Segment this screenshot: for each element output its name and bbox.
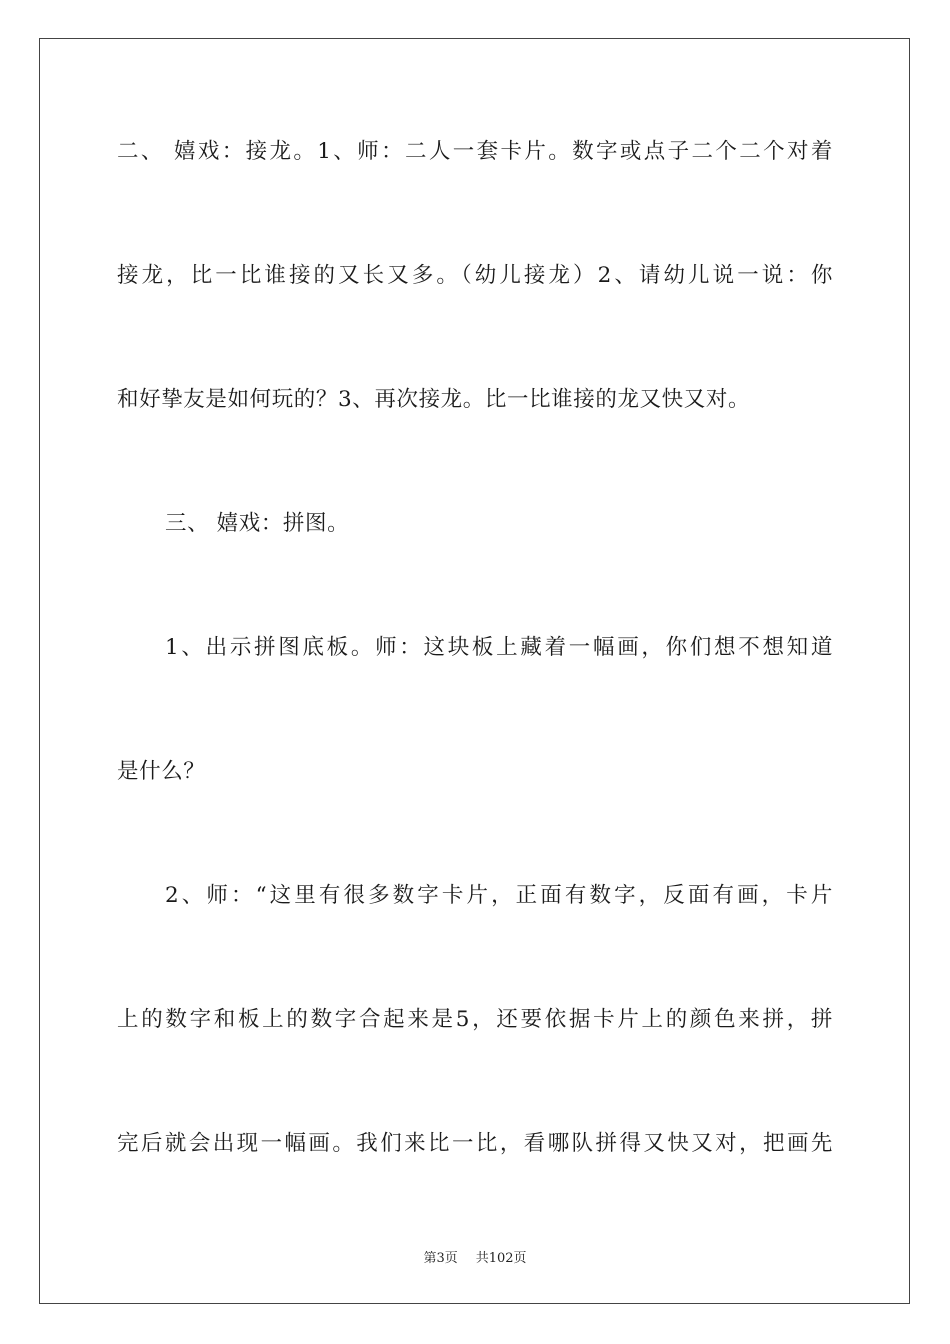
page-number-total: 共102页 [475,1251,527,1266]
paragraph-line: 和好挚友是如何玩的？3、再次接龙。比一比谁接的龙又快又对。 [117,387,751,412]
paragraph-line: 完后就会出现一幅画。我们来比一比，看哪队拼得又快又对，把画先 [117,1131,833,1156]
page-footer [0,1247,950,1266]
section-heading: 三、 嬉戏：拼图。 [165,511,350,536]
page-number-current: 第3页 [423,1251,458,1266]
paragraph-line: 接龙，比一比谁接的又长又多。（幼儿接龙）2、请幼儿说一说：你 [117,263,833,288]
paragraph-line: 二、 嬉戏：接龙。1、师：二人一套卡片。数字或点子二个二个对着 [117,139,833,164]
page-border [39,38,910,1304]
paragraph-line: 上的数字和板上的数字合起来是5，还要依据卡片上的颜色来拼，拼 [117,1007,833,1032]
paragraph-line: 是什么？ [117,759,206,784]
paragraph-line: 1、出示拼图底板。师：这块板上藏着一幅画，你们想不想知道 [165,635,833,660]
paragraph-line: 2、师：“这里有很多数字卡片，正面有数字，反面有画，卡片 [165,883,833,908]
